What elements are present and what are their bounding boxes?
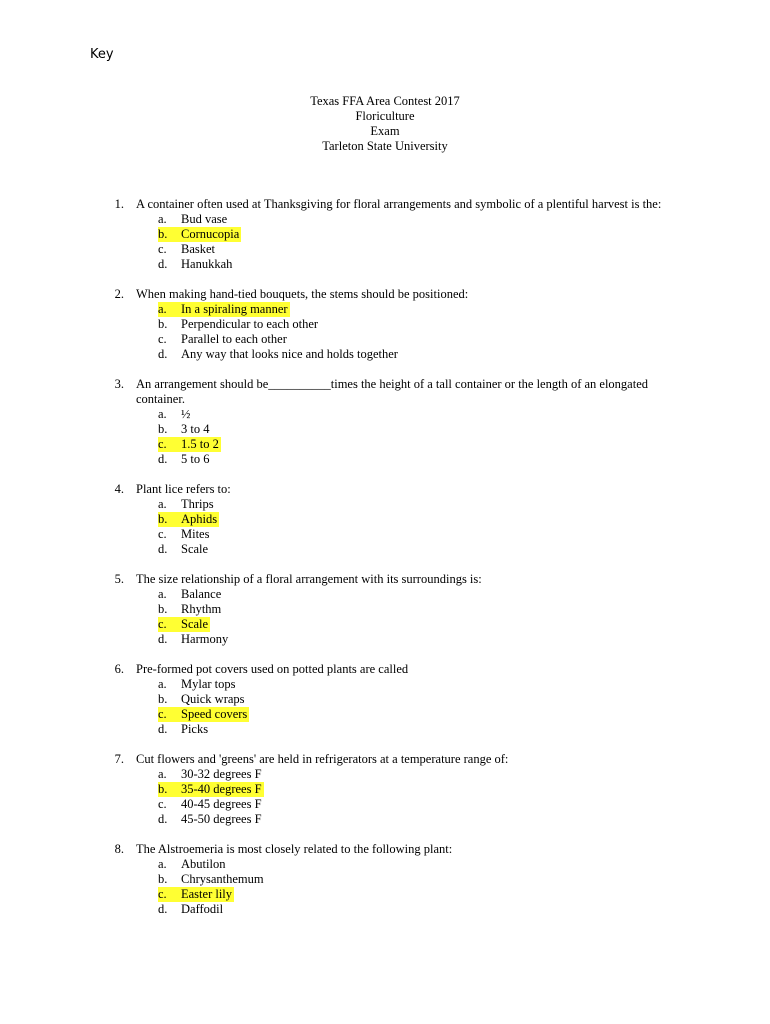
answer-option — [158, 332, 690, 347]
answer-text: 40-45 degrees F — [181, 797, 262, 811]
answer-option — [158, 857, 690, 872]
answer-text: Scale — [181, 542, 209, 556]
answer-letter: b. — [158, 872, 168, 886]
answer-content — [158, 347, 400, 362]
answer-letter: b. — [158, 317, 168, 331]
answer-letter: a. — [158, 857, 167, 871]
answer-text: 1.5 to 2 — [181, 437, 219, 451]
answer-option — [158, 317, 690, 332]
question-number: 7. — [114, 752, 124, 766]
key-label: Key — [90, 47, 114, 62]
answer-text: Chrysanthemum — [181, 872, 264, 886]
answer-content — [158, 632, 230, 647]
answer-option — [158, 587, 690, 602]
answer-option — [158, 257, 690, 272]
answer-letter: c. — [158, 887, 167, 901]
answer-text: 5 to 6 — [181, 452, 210, 466]
answer-letter: c. — [158, 437, 167, 451]
answer-content — [158, 857, 227, 872]
answer-content — [158, 242, 217, 257]
answer-content — [158, 497, 216, 512]
answer-option — [158, 677, 690, 692]
question-item — [110, 572, 690, 647]
answer-text: Basket — [181, 242, 216, 256]
answer-option — [158, 407, 690, 422]
answer-letter: d. — [158, 632, 168, 646]
answer-letter: b. — [158, 602, 168, 616]
answer-letter: c. — [158, 332, 167, 346]
header-subject: Floriculture — [355, 109, 415, 123]
answer-option — [158, 902, 690, 917]
answer-text: Thrips — [181, 497, 214, 511]
answer-letter: d. — [158, 902, 168, 916]
answer-option — [158, 422, 690, 437]
answer-content — [158, 587, 223, 602]
answer-letter: c. — [158, 707, 167, 721]
answer-option — [158, 212, 690, 227]
answer-highlight — [158, 227, 241, 242]
answer-text: Scale — [181, 617, 209, 631]
answer-text: Speed covers — [181, 707, 248, 721]
question-number: 1. — [114, 197, 124, 211]
question-list — [110, 197, 690, 932]
answer-option — [158, 872, 690, 887]
answer-text: 30-32 degrees F — [181, 767, 262, 781]
answer-option — [158, 542, 690, 557]
answer-content — [158, 812, 264, 827]
answer-text: In a spiraling manner — [181, 302, 288, 316]
answer-highlight — [158, 437, 221, 452]
answer-letter: a. — [158, 407, 167, 421]
answer-text: Daffodil — [181, 902, 224, 916]
answer-content — [158, 602, 223, 617]
question-item — [110, 842, 690, 917]
answer-option-correct — [158, 512, 690, 527]
answer-content — [158, 722, 210, 737]
answer-text: 45-50 degrees F — [181, 812, 262, 826]
answer-option — [158, 347, 690, 362]
answer-letter: d. — [158, 257, 168, 271]
answer-letter: d. — [158, 542, 168, 556]
answer-highlight — [158, 617, 210, 632]
question-item — [110, 752, 690, 827]
question-number: 2. — [114, 287, 124, 301]
answer-letter: b. — [158, 422, 168, 436]
answer-text: Any way that looks nice and holds together — [181, 347, 398, 361]
answer-content — [158, 902, 225, 917]
question-number: 8. — [114, 842, 124, 856]
answer-option-correct — [158, 887, 690, 902]
question-item — [110, 197, 690, 272]
answer-letter: c. — [158, 797, 167, 811]
question-number: 5. — [114, 572, 124, 586]
answer-text: Mites — [181, 527, 210, 541]
answer-text: Perpendicular to each other — [181, 317, 319, 331]
answer-letter: a. — [158, 302, 167, 316]
answer-text: Parallel to each other — [181, 332, 287, 346]
question-text: An arrangement should be__________times the height of a tall container or the length of an elongated container. — [136, 377, 649, 406]
answer-content — [158, 542, 210, 557]
question-number: 3. — [114, 377, 124, 391]
answer-content — [158, 767, 264, 782]
answer-content — [158, 452, 211, 467]
answer-option-correct — [158, 302, 690, 317]
answer-text: Balance — [181, 587, 222, 601]
header-contest-title: Texas FFA Area Contest 2017 — [310, 94, 460, 108]
answer-option-correct — [158, 782, 690, 797]
answer-letter: d. — [158, 812, 168, 826]
question-text: Cut flowers and 'greens' are held in refrigerators at a temperature range of: — [136, 752, 509, 766]
question-text: The Alstroemeria is most closely related to the following plant: — [136, 842, 453, 856]
answer-letter: a. — [158, 677, 167, 691]
answer-text: Picks — [181, 722, 209, 736]
answer-letter: c. — [158, 242, 167, 256]
question-item — [110, 482, 690, 557]
question-text: A container often used at Thanksgiving for floral arrangements and symbolic of a plentiful harvest is the: — [136, 197, 662, 211]
question-text: The size relationship of a floral arrangement with its surroundings is: — [136, 572, 482, 586]
answer-text: Quick wraps — [181, 692, 245, 706]
answer-highlight — [158, 707, 249, 722]
answer-option — [158, 452, 690, 467]
answer-text: Harmony — [181, 632, 229, 646]
answer-content — [158, 797, 264, 812]
answer-option-correct — [158, 707, 690, 722]
answer-text: Bud vase — [181, 212, 228, 226]
answer-option — [158, 722, 690, 737]
answer-option — [158, 602, 690, 617]
answer-highlight — [158, 887, 234, 902]
question-number: 4. — [114, 482, 124, 496]
answer-content — [158, 692, 247, 707]
answer-option — [158, 812, 690, 827]
exam-header — [0, 94, 770, 154]
answer-option — [158, 497, 690, 512]
answer-letter: a. — [158, 767, 167, 781]
answer-content — [158, 317, 320, 332]
answer-content — [158, 872, 266, 887]
question-text: Pre-formed pot covers used on potted plants are called — [136, 662, 409, 676]
question-item — [110, 662, 690, 737]
header-university: Tarleton State University — [322, 139, 448, 153]
answer-option — [158, 527, 690, 542]
answer-letter: d. — [158, 347, 168, 361]
answer-option-correct — [158, 617, 690, 632]
answer-option — [158, 632, 690, 647]
answer-text: ½ — [181, 407, 191, 421]
question-text: Plant lice refers to: — [136, 482, 231, 496]
answer-letter: b. — [158, 227, 168, 241]
answer-letter: a. — [158, 212, 167, 226]
question-text: When making hand-tied bouquets, the stems should be positioned: — [136, 287, 469, 301]
answer-letter: c. — [158, 527, 167, 541]
answer-text: Hanukkah — [181, 257, 233, 271]
answer-option-correct — [158, 227, 690, 242]
answer-letter: b. — [158, 782, 168, 796]
answer-text: 3 to 4 — [181, 422, 210, 436]
answer-text: Mylar tops — [181, 677, 236, 691]
answer-highlight — [158, 782, 264, 797]
answer-letter: d. — [158, 722, 168, 736]
question-number: 6. — [114, 662, 124, 676]
header-exam-label: Exam — [370, 124, 400, 138]
answer-option-correct — [158, 437, 690, 452]
answer-text: Cornucopia — [181, 227, 240, 241]
question-item — [110, 377, 690, 467]
answer-text: Easter lily — [181, 887, 233, 901]
answer-letter: c. — [158, 617, 167, 631]
answer-letter: b. — [158, 692, 168, 706]
answer-letter: d. — [158, 452, 168, 466]
answer-content — [158, 422, 211, 437]
answer-content — [158, 212, 229, 227]
answer-content — [158, 677, 238, 692]
answer-text: Aphids — [181, 512, 218, 526]
answer-text: Rhythm — [181, 602, 222, 616]
answer-content — [158, 332, 289, 347]
answer-option — [158, 767, 690, 782]
answer-highlight — [158, 302, 290, 317]
answer-letter: b. — [158, 512, 168, 526]
answer-letter: a. — [158, 497, 167, 511]
answer-letter: a. — [158, 587, 167, 601]
answer-content — [158, 257, 234, 272]
answer-highlight — [158, 512, 219, 527]
answer-option — [158, 242, 690, 257]
answer-content — [158, 527, 211, 542]
answer-text: 35-40 degrees F — [181, 782, 262, 796]
answer-option — [158, 797, 690, 812]
answer-text: Abutilon — [181, 857, 226, 871]
answer-option — [158, 692, 690, 707]
question-item — [110, 287, 690, 362]
answer-content — [158, 407, 192, 422]
